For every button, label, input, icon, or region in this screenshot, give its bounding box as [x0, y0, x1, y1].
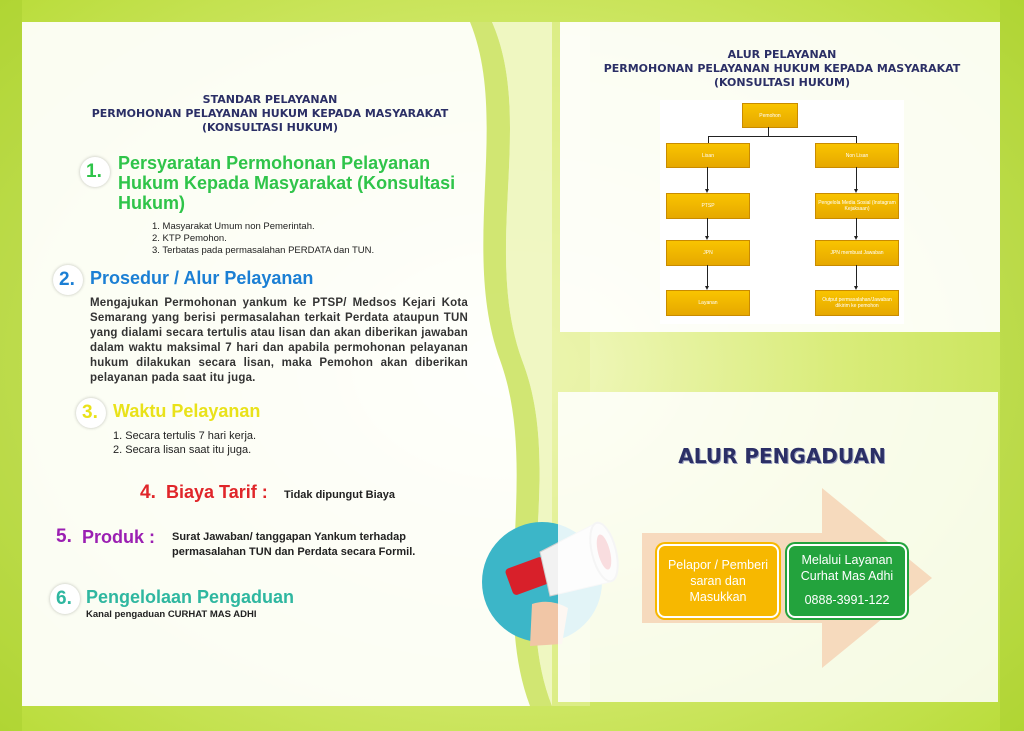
flow-connector	[856, 136, 857, 143]
section-2-body: Mengajukan Permohonan yankum ke PTSP/ Medsos Kejari Kota Semarang yang berisi permasalahan terkait Perdata ataupun TUN yang dialami secara tertulis atau lisan dan akan diberikan jawaban dalam waktu maksimal 7 hari dan apabila permohonan pelayanan hukum dilakukan secara lisan, maka Pemohon akan diberikan pelayanan pada saat itu juga.	[90, 297, 468, 384]
section-2-title: Prosedur / Alur Pelayanan	[90, 268, 314, 288]
section-3-list	[113, 429, 256, 457]
flow-connector	[856, 218, 857, 236]
flow-connector	[856, 167, 857, 189]
flow-arrow	[854, 236, 858, 240]
section-5-value: Surat Jawaban/ tanggapan Yankum terhadap permasalahan TUN dan Perdata secara Formil.	[172, 531, 416, 558]
title-line: (KONSULTASI HUKUM)	[713, 76, 851, 89]
standar-title	[60, 93, 480, 135]
list-item: 2. KTP Pemohon.	[152, 233, 227, 244]
list-item: 1. Secara tertulis 7 hari kerja.	[113, 430, 257, 442]
flow-connector	[708, 136, 709, 143]
flow-node-left-2: PTSP	[666, 193, 750, 219]
flow-connector	[708, 136, 856, 137]
flow-arrow	[854, 286, 858, 290]
title-line: PERMOHONAN PELAYANAN HUKUM KEPADA MASYARAKAT	[603, 62, 961, 75]
section-1-list	[152, 221, 374, 257]
background-stripe	[0, 0, 22, 731]
flow-arrow	[854, 189, 858, 193]
section-1-title: Persyaratan Permohonan Pelayanan Hukum Kepada Masyarakat (Konsultasi Hukum)	[118, 153, 456, 213]
flow-node-right-1: Non Lisan	[815, 143, 899, 168]
flow-connector	[707, 265, 708, 286]
flow-node-right-4: Output permasalahan/Jawaban dikirim ke pemohon	[815, 290, 899, 316]
section-4-title: Biaya Tarif :	[166, 482, 268, 502]
list-item: 1. Masyarakat Umum non Pemerintah.	[152, 221, 315, 232]
section-4-value: Tidak dipungut Biaya	[284, 489, 396, 501]
flow-node-left-4: Layanan	[666, 290, 750, 316]
alur-pelayanan-title	[590, 48, 974, 90]
pelapor-text: Pelapor / Pemberi saran dan Masukkan	[667, 558, 769, 604]
flow-connector	[707, 218, 708, 236]
title-line: ALUR PELAYANAN	[727, 48, 837, 61]
layanan-text: Melalui Layanan Curhat Mas Adhi	[800, 553, 894, 583]
section-4-number: 4.	[140, 482, 156, 503]
section-5-number: 5.	[56, 526, 72, 547]
flow-node-root: Pemohon	[742, 103, 798, 128]
flow-connector	[768, 127, 769, 136]
flow-connector	[707, 167, 708, 189]
flow-node-right-2: Pengelola Media Sosial (Instagram Kejaksaan)	[815, 193, 899, 219]
list-item: 3. Terbatas pada permasalahan PERDATA dan TUN.	[152, 245, 375, 256]
background-stripe	[1000, 0, 1024, 731]
phone-number: 0888-3991-122	[804, 593, 890, 607]
section-5-title: Produk :	[82, 527, 156, 547]
flow-node-right-3: JPN membuat Jawaban	[815, 240, 899, 266]
pelapor-box	[657, 544, 779, 618]
list-item: 2. Secara lisan saat itu juga.	[113, 444, 252, 456]
flow-arrow	[705, 189, 709, 193]
section-6-value: Kanal pengaduan CURHAT MAS ADHI	[86, 609, 257, 620]
alur-pengaduan-title: ALUR PENGADUAN	[678, 444, 886, 468]
section-3-number: 3.	[82, 402, 98, 423]
section-6-title: Pengelolaan Pengaduan	[86, 587, 295, 607]
section-3-title: Waktu Pelayanan	[113, 401, 261, 421]
section-1-number: 1.	[86, 161, 102, 182]
section-6-number: 6.	[56, 588, 72, 609]
title-line: (KONSULTASI HUKUM)	[201, 121, 339, 134]
flow-node-left-3: JPN	[666, 240, 750, 266]
title-line: PERMOHONAN PELAYANAN HUKUM KEPADA MASYARAKAT	[91, 107, 449, 120]
section-2-number: 2.	[59, 269, 75, 290]
flow-arrow	[705, 236, 709, 240]
layanan-box	[787, 544, 907, 618]
flow-node-left-1: Lisan	[666, 143, 750, 168]
flow-arrow	[705, 286, 709, 290]
title-line: STANDAR PELAYANAN	[202, 93, 338, 106]
flow-connector	[856, 265, 857, 286]
